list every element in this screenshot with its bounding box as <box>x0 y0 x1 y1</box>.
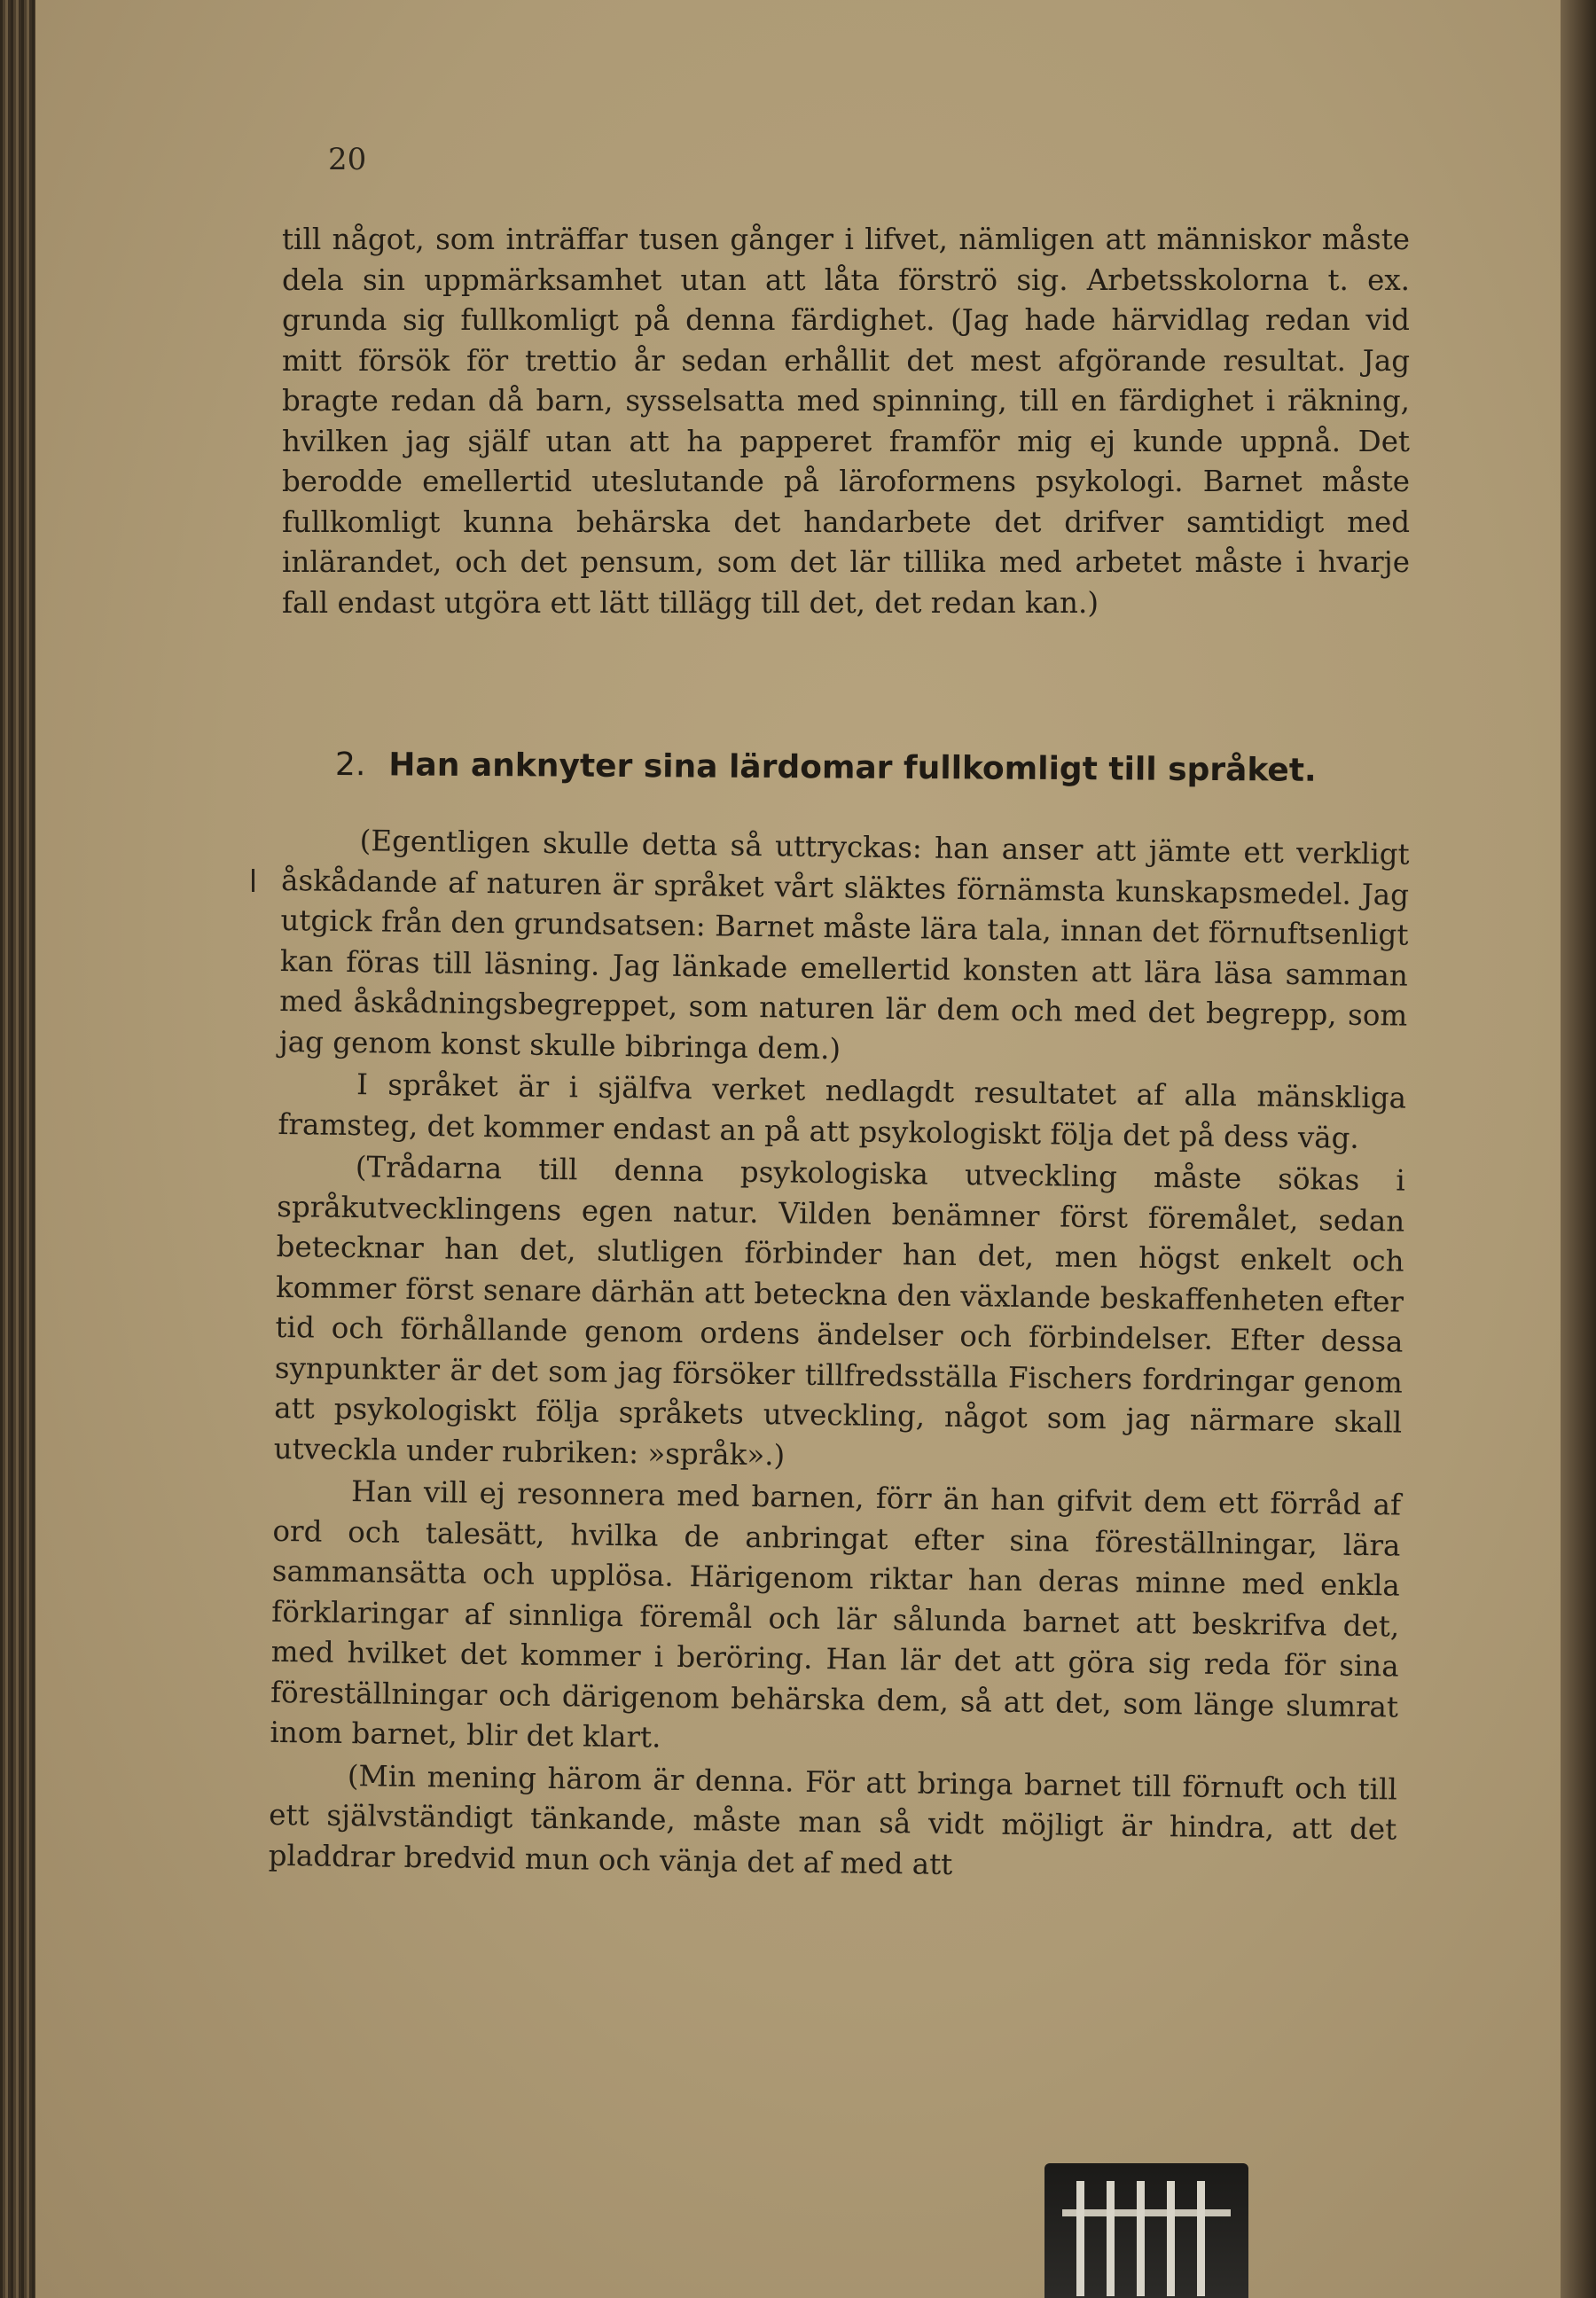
margin-pencil-mark <box>252 869 254 892</box>
book-binding <box>0 0 35 2298</box>
paragraph-2: (Egentligen skulle detta så uttryckas: han anser att jämte ett verkligt åskådande af naturen är språket vårt släktes förnämsta kunskapsmedel. Jag utgick från den grundsatsen: Barnet måste lära tala, innan det förnuftsenligt kan föras till läsning. Jag länkade emellertid konsten att lära läsa samman med åskådningsbegreppet, som naturen lär dem och med det begrepp, som jag genom konst skulle bibringa dem.) <box>278 824 1410 1066</box>
bookmark-clip <box>1044 2163 1248 2298</box>
section-number: 2. <box>334 746 366 784</box>
section-title: Han anknyter sina lärdomar fullkomligt till språket. <box>388 746 1317 789</box>
section-heading <box>335 746 1435 790</box>
paragraph-5: Han vill ej resonnera med barnen, förr än han gifvit dem ett förråd af ord och talesätt, hvilka de anbringat efter sina föreställningar, lära sammansätta och upplösa. Härigenom riktar han deras minne med enkla förklaringar af sinnliga föremål och lär sålunda barnet att beskrifva det, med hvilket det kommer i beröring. Han lär det att göra sig reda för sina föreställningar och därigenom behärska dem, så att det, som länge slumrat inom barnet, blir det klart. <box>270 1474 1402 1755</box>
paragraph-3: I språket är i själfva verket nedlagdt resultatet af alla mänskliga framsteg, det kommer endast an på att psykologiskt följa det på dess väg. <box>278 1067 1407 1155</box>
body-text-top <box>282 220 1410 623</box>
paragraph-4: (Trådarna till denna psykologiska utveckling måste sökas i språkutvecklingens egen natur. Vilden benämner först föremålet, sedan betecknar han det, slutligen förbinder han det, men högst enkelt och kommer först senare därhän att beteckna den växlande beskaffenheten efter tid och förhållande genom ordens ändelser och förbindelser. Efter dessa synpunkter är det som jag försöker tillfredsställa Fischers fordringar genom att psykologiskt följa språkets utveckling, något som jag närmare skall utveckla under rubriken: »språk».) <box>273 1150 1406 1472</box>
paragraph-6: (Min mening härom är denna. För att bringa barnet till förnuft och till ett självständigt tänkande, måste man så vidt möjligt är hindra, att det pladdrar bredvid mun och vänja det af med att <box>268 1758 1398 1881</box>
page-number: 20 <box>328 142 367 177</box>
body-text-section <box>268 820 1410 1893</box>
paragraph-1: till något, som inträffar tusen gånger i lifvet, nämligen att människor måste dela sin uppmärksamhet utan att låta förströ sig. Arbetsskolorna t. ex. grunda sig fullkomligt på denna färdighet. (Jag hade härvidlag redan vid mitt försök för trettio år sedan erhållit det mest afgörande resultat. Jag bragte redan då barn, sysselsatta med spinning, till en färdighet i räkning, hvilken jag själf utan att ha papperet framför mig ej kunde uppnå. Det berodde emellertid uteslutande på läroformens psykologi. Barnet måste fullkomligt kunna behärska det handarbete det drifver samtidigt med inlärandet, och det pensum, som det lär tillika med arbetet måste i hvarje fall endast utgöra ett lätt tillägg till det, det redan kan.) <box>282 223 1410 620</box>
